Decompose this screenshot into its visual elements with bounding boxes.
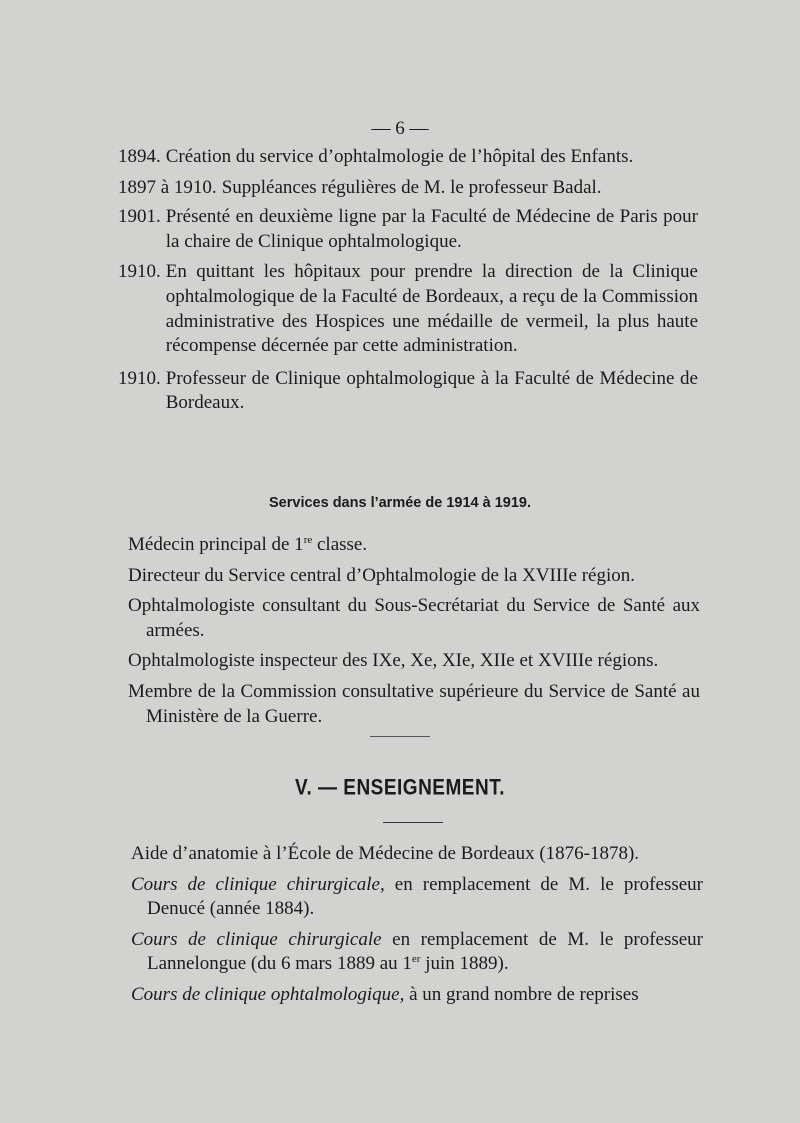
entry-1901 [118,205,698,254]
teaching-item [131,873,703,922]
teaching-item [131,928,703,977]
career-entries [118,145,698,416]
course-title: Cours de clinique chirurgicale, [131,873,385,895]
teaching-list [131,842,703,1014]
page-number: — 6 — [371,118,429,139]
entry-1894 [118,145,698,170]
entry-text: Présenté en deuxième ligne par la Faculté de Médecine de Paris pour la chaire de Clinique ophtalmologique. [165,206,698,252]
service-item [128,533,700,558]
teaching-item [131,983,703,1008]
service-text: Médecin principal de 1 [128,534,304,555]
ordinal-superscript: er [411,953,421,966]
ordinal-superscript: re [303,534,313,546]
entry-1897-1910 [118,176,698,201]
entry-1910-a [118,260,698,358]
teaching-item: Aide d’anatomie à l’École de Médecine de Bordeaux (1876-1878). [131,843,640,864]
service-item: Ophtalmologiste inspecteur des IXe, Xe, XIe, XIIe et XVIIIe régions. [128,650,659,672]
course-title: Cours de clinique ophtalmologique, [131,983,405,1005]
section-heading: V. — ENSEIGNEMENT. [295,776,505,801]
services-list [128,533,700,735]
entry-year: 1910. [118,367,161,389]
entry-text: Professeur de Clinique ophtalmologique à la Faculté de Médecine de Bordeaux. [165,367,698,414]
services-heading: Services dans l’armée de 1914 à 1919. [269,495,531,511]
service-item: Ophtalmologiste consultant du Sous-Secrétariat du Service de Santé aux armées. [128,595,700,641]
teaching-text: juin 1889). [420,953,509,975]
teaching-text: à un grand nombre de reprises [404,983,639,1005]
service-text: classe. [312,534,368,555]
teaching-text: en remplacement de M. le professeur Denucé (année 1884). [147,873,703,920]
entry-year: 1901. [118,206,161,228]
service-item: Directeur du Service central d’Ophtalmologie de la XVIIIe région. [128,564,635,586]
entry-1910-b [118,367,698,416]
service-item: Membre de la Commission consultative supérieure du Service de Santé au Ministère de la Guerre. [128,680,700,727]
entry-text: Suppléances régulières de M. le professeur Badal. [221,176,602,198]
entry-year: 1897 à 1910. [118,176,217,198]
course-title: Cours de clinique chirurgicale [131,928,382,950]
entry-year: 1910. [118,261,161,283]
entry-text: Création du service d’ophtalmologie de l’hôpital des Enfants. [165,146,634,167]
entry-year: 1894. [118,146,161,167]
entry-text: En quittant les hôpitaux pour prendre la direction de la Clinique ophtalmologique de la Faculté de Bordeaux, a reçu de la Commission administrative des Hospices une médaille de vermeil, la plus haute récompense décernée par cette administration. [165,261,698,357]
teaching-text: en remplacement de M. le professeur Lannelongue (du 6 mars 1889 au 1 [147,928,703,975]
divider-rule [383,822,443,823]
divider-rule [370,736,430,737]
